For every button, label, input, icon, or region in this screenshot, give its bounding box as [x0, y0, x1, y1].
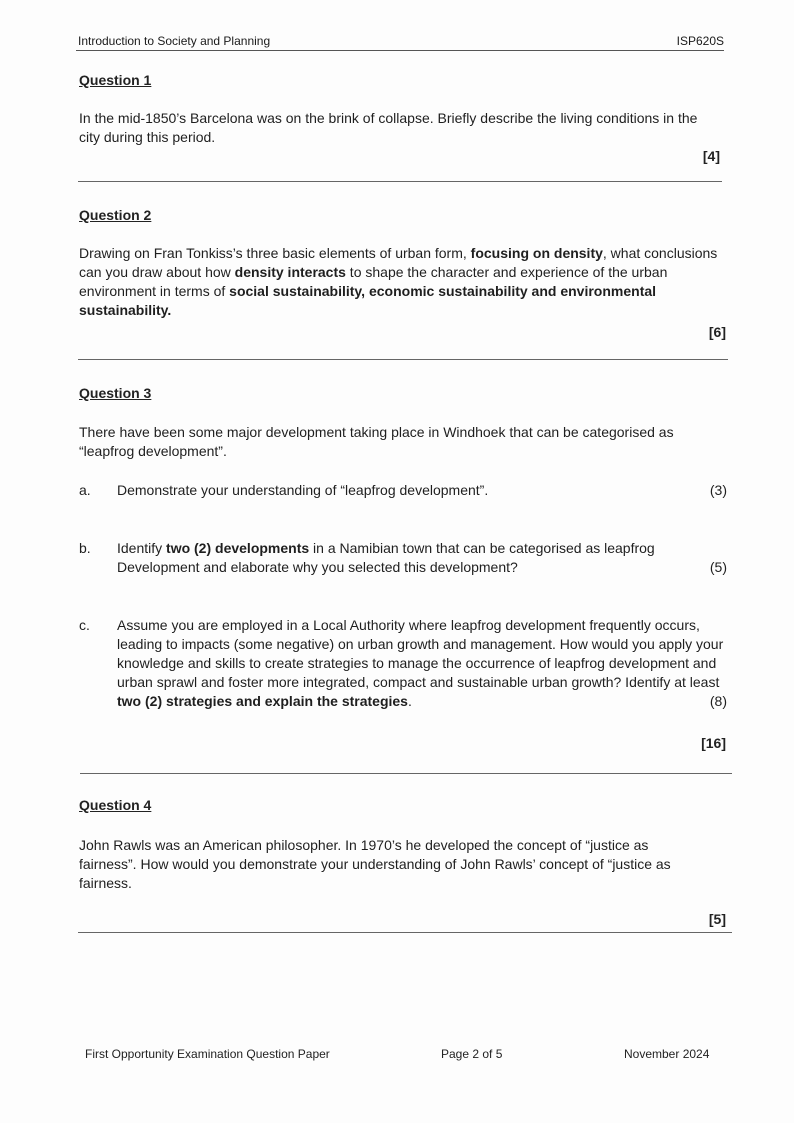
course-title: Introduction to Society and Planning: [78, 34, 271, 48]
question-1-heading: Question 1: [79, 72, 152, 88]
footer-exam-type: First Opportunity Examination Question Paper: [85, 1047, 330, 1061]
part-marks: (3): [709, 482, 727, 498]
text-segment-bold: two (2) strategies and explain the strategies: [117, 693, 408, 709]
footer-date: November 2024: [624, 1047, 710, 1061]
question-1-total-marks: [4]: [702, 148, 720, 164]
question-2-heading: Question 2: [79, 207, 152, 223]
question-3-total-marks: [16]: [701, 735, 726, 751]
footer-page-number: Page 2 of 5: [441, 1047, 503, 1061]
question-4-total-marks: [5]: [708, 911, 726, 927]
text-segment: .: [407, 693, 412, 709]
page-header: [78, 34, 724, 50]
course-code: ISP620S: [676, 34, 724, 48]
part-label: c.: [79, 617, 90, 633]
part-marks: (8): [709, 693, 727, 709]
text-segment: Assume you are employed in a Local Authority where leapfrog development frequently occurs, leading to impacts (some negative) on urban growth and management. How would you apply your knowledge and skills to create strategies to manage the occurrence of leapfrog development and urban sprawl and foster more integrated, compact and sustainable urban growth? Identify at least: [117, 617, 724, 690]
question-2-divider: [78, 359, 728, 360]
header-divider: [76, 50, 724, 51]
part-label: b.: [79, 540, 91, 556]
question-2-text: [79, 244, 727, 320]
text-segment-bold: density interacts: [234, 264, 346, 280]
part-text: [117, 539, 662, 577]
question-4-heading: Question 4: [79, 797, 152, 813]
question-2-total-marks: [6]: [708, 324, 726, 340]
question-1-divider: [78, 181, 722, 182]
question-4-text: [79, 836, 709, 893]
text-segment: in a Namibian town that can be categorised as leapfrog Development and elaborate why you selected this development?: [117, 540, 655, 575]
text-segment-bold: two (2) developments: [166, 540, 310, 556]
question-1-text: [79, 109, 719, 147]
part-marks: (5): [709, 559, 727, 575]
text-segment: In the mid-1850’s Barcelona was on the brink of collapse. Briefly describe the living conditions in the city during this period.: [79, 110, 698, 145]
part-label: a.: [79, 482, 91, 498]
text-segment: Drawing on Fran Tonkiss’s three basic elements of urban form,: [79, 245, 471, 261]
text-segment: Demonstrate your understanding of “leapfrog development”.: [117, 482, 489, 498]
text-segment: to shape the character and experience of the urban environment in terms of: [79, 264, 668, 299]
text-segment-bold: focusing on density: [470, 245, 603, 261]
text-segment-bold: social sustainability, economic sustainability and environmental sustainability.: [79, 283, 657, 318]
text-segment: Identify: [117, 540, 167, 556]
question-3-divider: [80, 773, 732, 774]
text-segment: , what conclusions can you draw about how: [79, 245, 718, 280]
question-3-intro: There have been some major development taking place in Windhoek that can be categorised as “leapfrog development”.: [79, 424, 674, 459]
question-3-part-c: [79, 616, 729, 716]
part-text: [117, 616, 729, 711]
question-3-heading: Question 3: [79, 385, 152, 401]
question-3-part-a: [79, 481, 729, 501]
part-text: [117, 481, 707, 500]
question-3-part-b: [79, 539, 729, 579]
text-segment: John Rawls was an American philosopher. In 1970’s he developed the concept of “justice as fairness”. How would you demonstrate your understanding of John Rawls’ concept of “justice as fairness.: [79, 837, 671, 891]
question-4-divider: [78, 932, 732, 933]
